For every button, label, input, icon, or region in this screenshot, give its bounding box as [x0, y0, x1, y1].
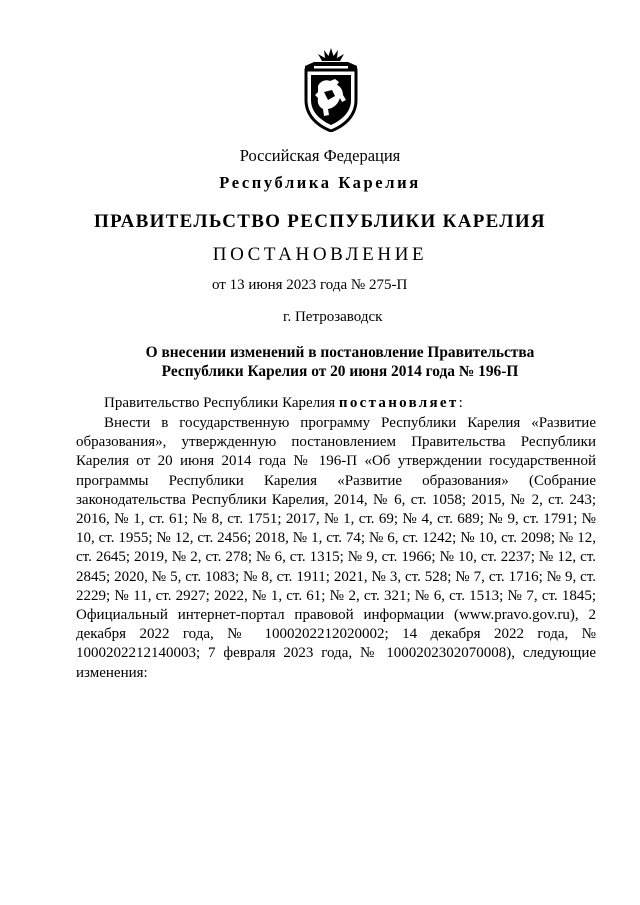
decree-title [130, 343, 550, 381]
intro-subject: Правительство Республики Карелия [104, 395, 339, 411]
intro-verb: постановляет [338, 395, 459, 411]
document-type: ПОСТАНОВЛЕНИЕ [212, 244, 428, 265]
body-paragraph: Внести в государственную программу Республики Карелия «Развитие образования», утвержденную постановлением Правительства Республики Карелия от 20 июня 2014 года № 196-П «Об утверждении государственной программы Республики Карелия «Развитие образования» (Собрание законодательства Республики Карелия, 2014, № 6, ст. 1058; 2015, № 2, ст. 243; 2016, № 1, ст. 61; № 8, ст. 1751; 2017, № 1, ст. 69; № 4, ст. 689; № 9, ст. 1791; № 10, ст. 1955; № 12, ст. 2456; 2018, № 1, ст. 74; № 6, ст. 1242; № 10, ст. 2098; № 12, ст. 2645; 2019, № 2, ст. 278; № 6, ст. 1315; № 9, ст. 1966; № 10, ст. 2237; № 12, ст. 2845; 2020, № 5, ст. 1083; № 8, ст. 1911; 2021, № 3, ст. 528; № 7, ст. 1716; № 9, ст. 2229; № 11, ст. 2927; 2022, № 1, ст. 61; № 2, ст. 321; № 6, ст. 1513; № 7, ст. 1845; Официальный интернет-портал правовой информации (www.pravo.gov.ru), 2 декабря 2022 года, № 1000202212020002; 14 декабря 2022 года, № 1000202212140003; 7 февраля 2023 года, № 1000202302070008), следующие изменения: [76, 415, 596, 681]
country-name: Российская Федерация [239, 146, 401, 165]
decree-date-number: от 13 июня 2023 года № 275-П [212, 277, 408, 293]
decree-title-line-2: Республики Карелия от 20 июня 2014 года № 196-П [161, 363, 519, 380]
region-name: Республика Карелия [219, 173, 421, 192]
intro-colon: : [458, 395, 463, 411]
intro-line [104, 395, 463, 412]
decree-title-line-1: О внесении изменений в постановление Правительства [145, 344, 535, 361]
decree-city: г. Петрозаводск [283, 309, 383, 325]
karelia-coat-of-arms-icon [302, 48, 360, 132]
authority-name: ПРАВИТЕЛЬСТВО РЕСПУБЛИКИ КАРЕЛИЯ [94, 211, 546, 232]
